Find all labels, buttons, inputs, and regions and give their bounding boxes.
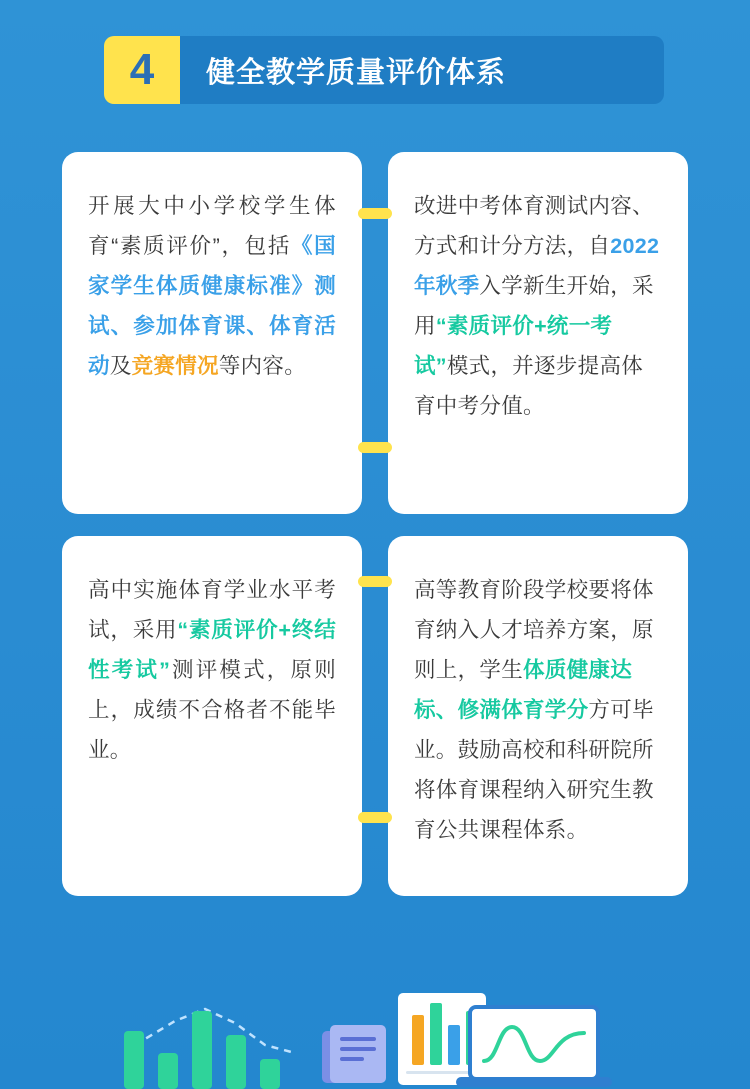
text-segment: “素质评价+终结性考试” (88, 618, 336, 682)
card-row-top (62, 152, 688, 514)
card-4-text (414, 570, 662, 850)
text-segment: 竞赛情况 (131, 354, 219, 378)
card-grid (62, 152, 688, 896)
card-highschool-exam (62, 536, 362, 896)
text-segment: 改进中考体育测试内容、方式和计分方法，自 (414, 194, 654, 258)
text-segment: 开展大中小学校学生体育“素质评价”，包括 (88, 194, 336, 258)
text-segment: 测评模式，原则上，成绩不合格者不能毕业。 (88, 658, 336, 762)
section-title-bar (180, 36, 664, 104)
connector-dash-top (358, 208, 392, 219)
section-number: 4 (104, 36, 180, 104)
trend-line-icon (135, 1009, 295, 1053)
card-row-bottom (62, 514, 688, 896)
text-segment: “素质评价+统一考试” (414, 314, 613, 378)
text-segment: 及 (109, 354, 132, 378)
text-segment: 2022年秋季 (414, 234, 660, 298)
card-1-text (88, 186, 336, 386)
laptop-chart-icon (470, 1007, 598, 1079)
connector-dash-middle (358, 442, 392, 453)
text-segment: 模式，并逐步提高体育中考分值。 (414, 354, 644, 418)
text-segment: 入学新生开始，采用 (414, 274, 654, 338)
text-segment: 《国家学生体质健康标准》测试、参加体育课、体育活动 (88, 234, 336, 378)
text-segment: 高中实施体育学业水平考试，采用 (88, 578, 336, 642)
bar-chart-icon (124, 1031, 144, 1089)
connector-dash-lower-bottom (358, 812, 392, 823)
card-higher-education (388, 536, 688, 896)
card-2-text (414, 186, 662, 426)
page-title: 健全教学质量评价体系 (206, 56, 507, 89)
card-primary-secondary-assessment (62, 152, 362, 514)
bottom-illustration (0, 949, 750, 1089)
text-segment: 体质健康达标、修满体育学分 (414, 658, 633, 722)
text-segment: 方可毕业。鼓励高校和科研院所将体育课程纳入研究生教育公共课程体系。 (414, 698, 654, 842)
connector-dash-lower-top (358, 576, 392, 587)
section-header (104, 36, 664, 104)
card-zhongkao-pe-test (388, 152, 688, 514)
text-segment: 等内容。 (218, 354, 307, 378)
card-3-text (88, 570, 336, 770)
text-segment: 高等教育阶段学校要将体育纳入人才培养方案，原则上，学生 (414, 578, 654, 682)
